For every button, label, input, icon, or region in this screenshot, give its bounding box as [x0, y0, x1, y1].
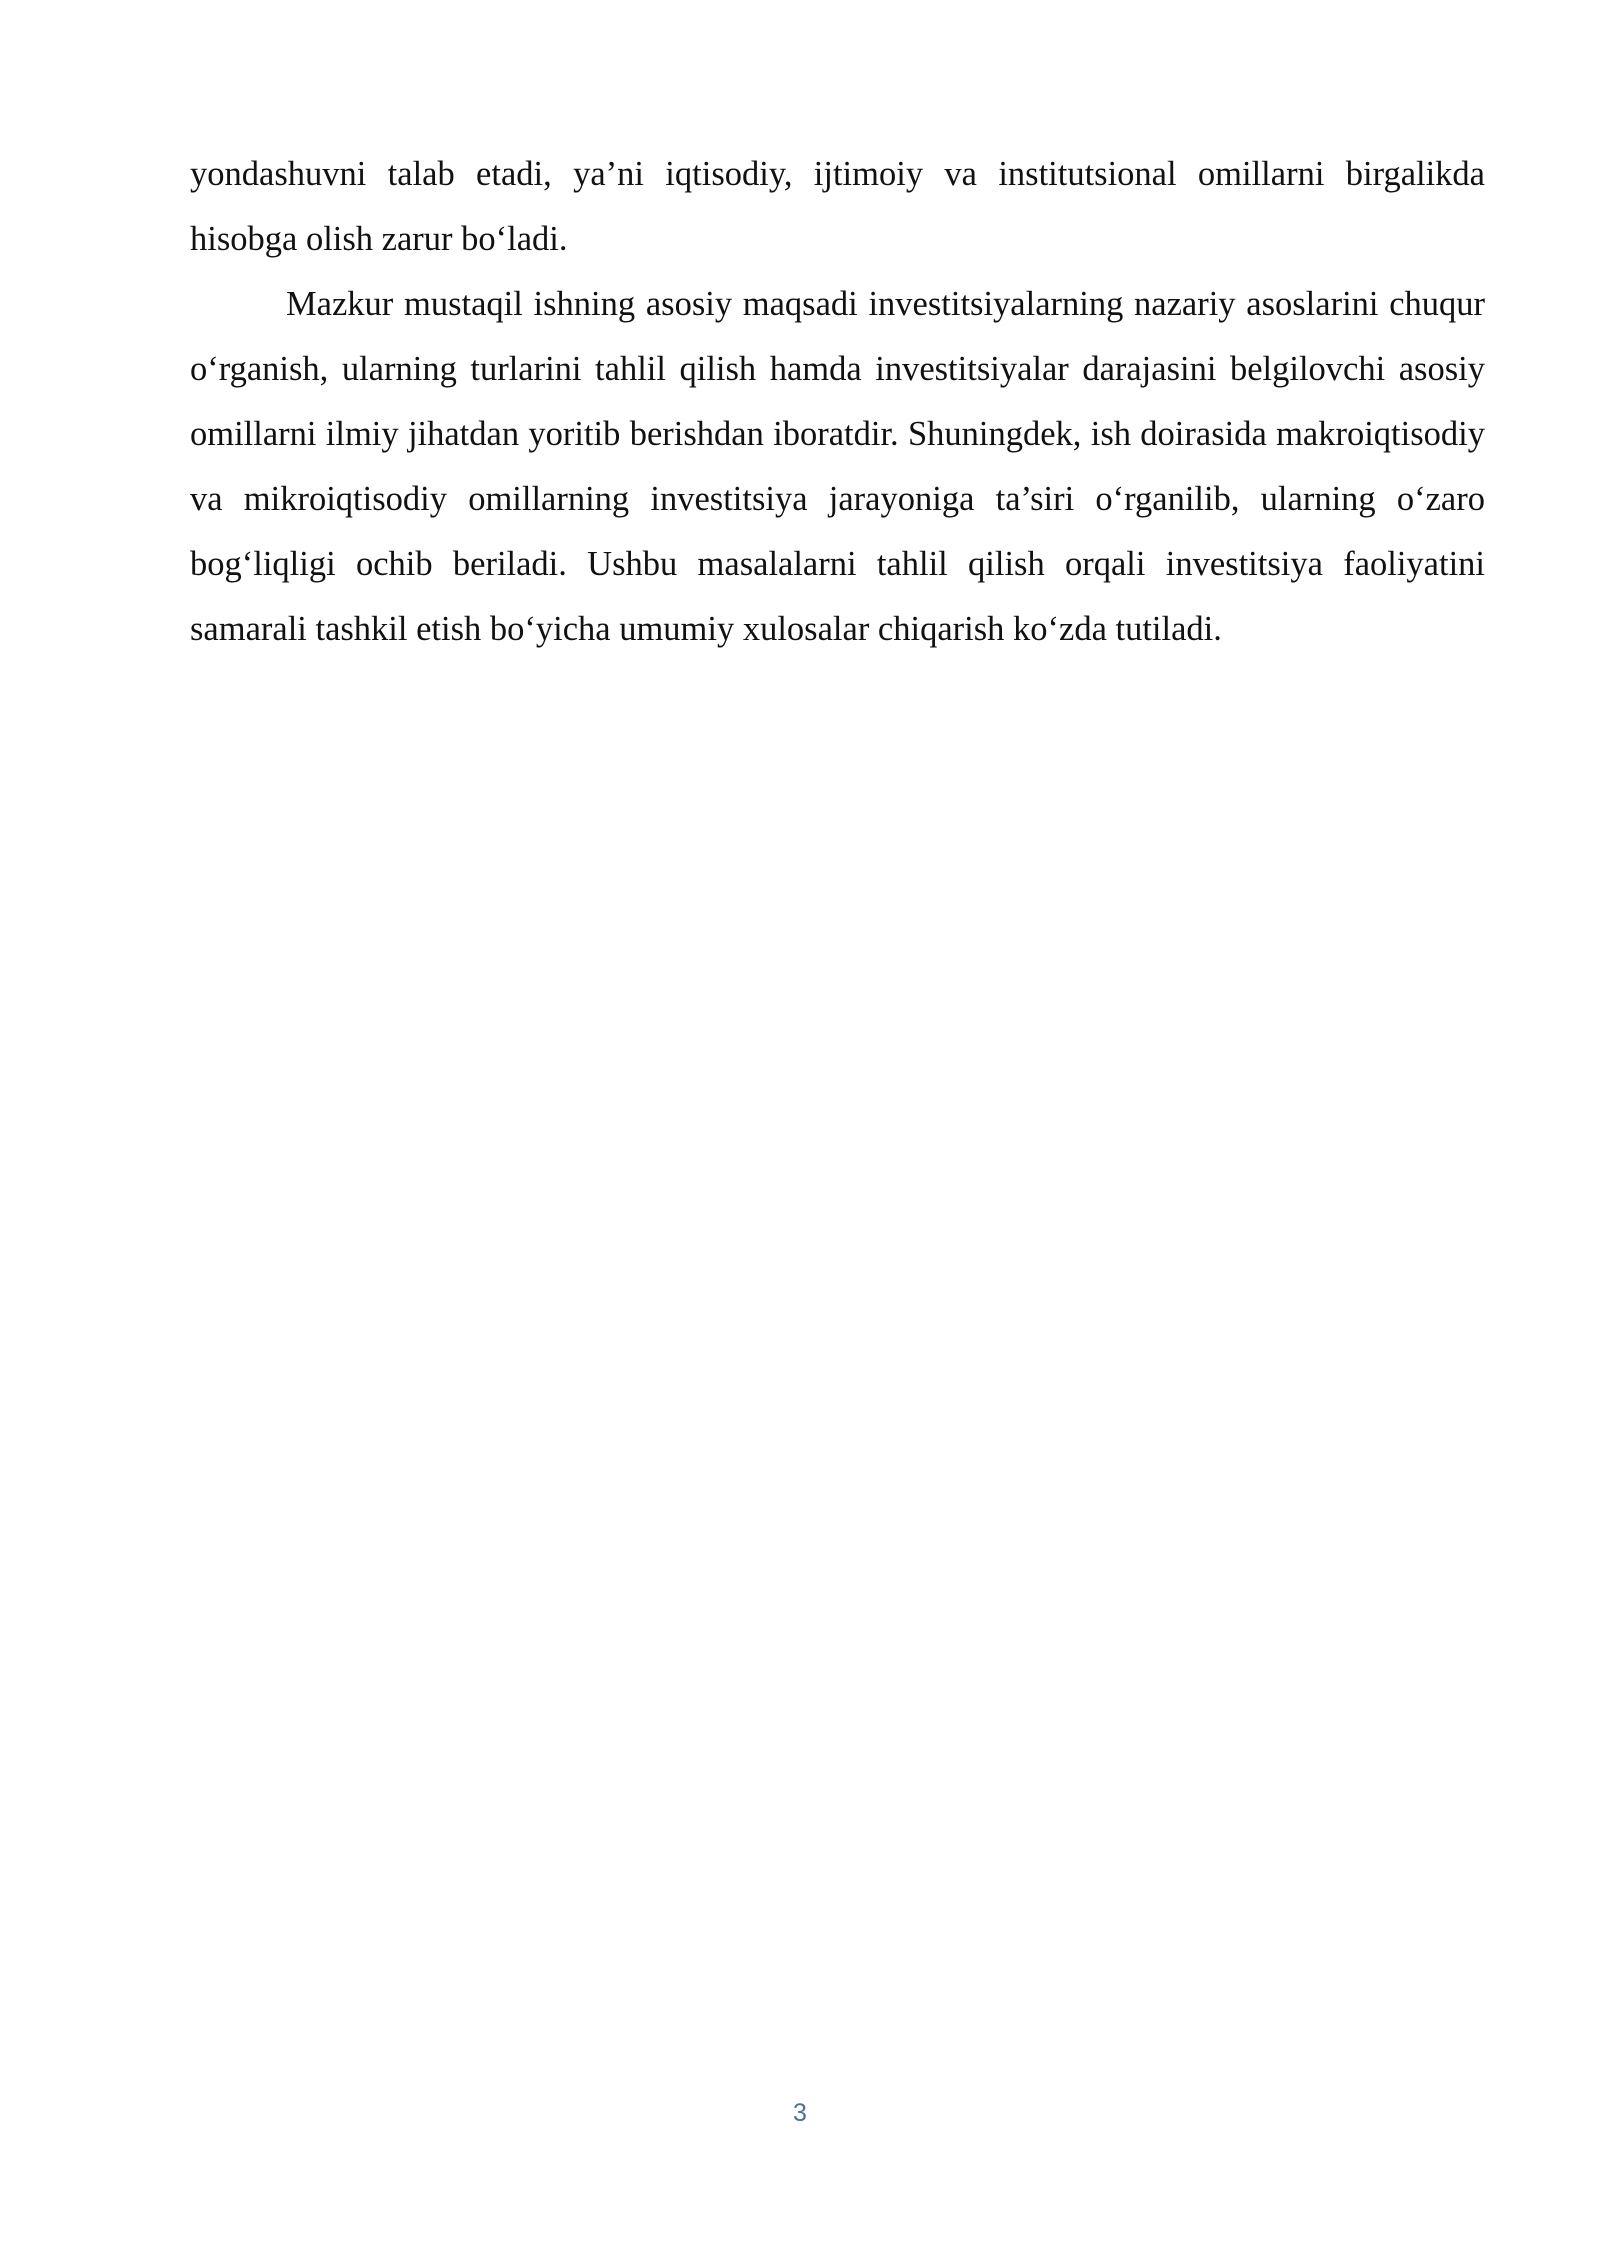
paragraph-continuation: yondashuvni talab etadi, ya’ni iqtisodiy, ijtimoiy va institutsional omillarni birgalikda hisobga olish zarur bo‘ladi.	[190, 155, 1485, 258]
page-number: 3	[793, 2099, 807, 2127]
body-text	[190, 142, 1485, 662]
paragraph-purpose: Mazkur mustaqil ishning asosiy maqsadi investitsiyalarning nazariy asoslarini chuqur o‘rganish, ularning turlarini tahlil qilish hamda investitsiyalar darajasini belgilovchi asosiy omillarni ilmiy jihatdan yoritib berishdan iboratdir. Shuningdek, ish doirasida makroiqtisodiy va mikroiqtisodiy omillarning investitsiya jarayoniga ta’siri o‘rganilib, ularning o‘zaro bog‘liqligi ochib beriladi. Ushbu masalalarni tahlil qilish orqali investitsiya faoliyatini samarali tashkil etish bo‘yicha umumiy xulosalar chiqarish ko‘zda tutiladi.	[190, 285, 1485, 648]
